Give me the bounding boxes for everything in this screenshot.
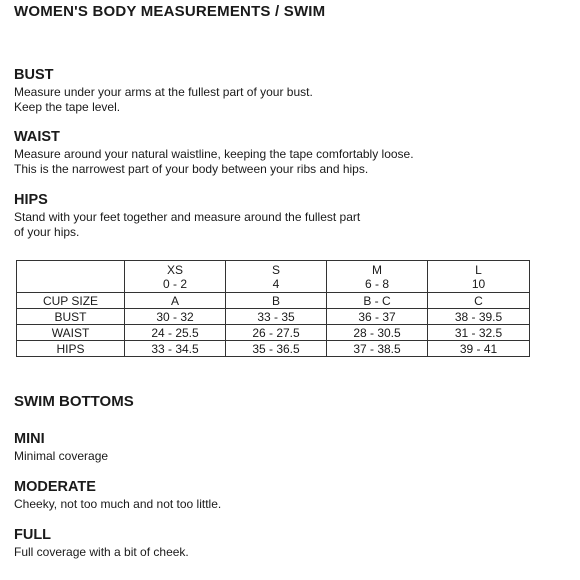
table-cell: A <box>125 293 226 309</box>
table-corner-cell <box>17 261 125 293</box>
style-mini <box>14 430 554 464</box>
section-heading-hips: HIPS <box>14 192 48 208</box>
page-title: WOMEN'S BODY MEASUREMENTS / SWIM <box>14 3 326 20</box>
size-label: M <box>372 262 382 277</box>
style-moderate <box>14 478 554 512</box>
table-row <box>17 341 530 357</box>
table-cell: 28 - 30.5 <box>327 325 428 341</box>
size-label: XS <box>166 262 183 277</box>
table-row <box>17 325 530 341</box>
table-cell: 37 - 38.5 <box>327 341 428 357</box>
section-text-hips: Stand with your feet together and measure around the fullest part of your hips. <box>14 210 361 239</box>
table-row <box>17 293 530 309</box>
row-label: CUP SIZE <box>17 293 125 309</box>
size-number: 0 - 2 <box>162 276 187 291</box>
size-label: L <box>475 262 482 277</box>
style-full <box>14 526 554 560</box>
section-text-waist: Measure around your natural waistline, keeping the tape comfortably loose. This is the narrowest part of your body between your ribs and hips. <box>14 147 414 176</box>
size-header-l <box>428 261 530 293</box>
table-cell: C <box>428 293 530 309</box>
section-text-bust: Measure under your arms at the fullest part of your bust. Keep the tape level. <box>14 85 313 114</box>
table-cell: B - C <box>327 293 428 309</box>
size-number: 4 <box>272 276 280 291</box>
table-cell: B <box>226 293 327 309</box>
section-heading-waist: WAIST <box>14 129 60 145</box>
table-cell: 33 - 34.5 <box>125 341 226 357</box>
table-cell: 24 - 25.5 <box>125 325 226 341</box>
size-header-xs <box>125 261 226 293</box>
style-text-mini: Minimal coverage <box>14 449 109 463</box>
section-heading-bust: BUST <box>14 67 54 83</box>
row-label: WAIST <box>17 325 125 341</box>
table-header-row <box>17 261 530 293</box>
table-cell: 35 - 36.5 <box>226 341 327 357</box>
section-bust <box>14 66 554 115</box>
table-cell: 36 - 37 <box>327 309 428 325</box>
style-heading-full: FULL <box>14 527 52 543</box>
size-number: 10 <box>471 276 486 291</box>
table-cell: 39 - 41 <box>428 341 530 357</box>
size-label: S <box>271 262 280 277</box>
style-text-full: Full coverage with a bit of cheek. <box>14 545 189 559</box>
table-cell: 30 - 32 <box>125 309 226 325</box>
row-label: HIPS <box>17 341 125 357</box>
section-hips <box>14 191 554 240</box>
table-cell: 38 - 39.5 <box>428 309 530 325</box>
section-waist <box>14 128 554 177</box>
size-number: 6 - 8 <box>364 276 389 291</box>
row-label: BUST <box>17 309 125 325</box>
table-row <box>17 309 530 325</box>
size-header-m <box>327 261 428 293</box>
swim-bottoms-title: SWIM BOTTOMS <box>14 393 134 410</box>
table-cell: 26 - 27.5 <box>226 325 327 341</box>
table-cell: 33 - 35 <box>226 309 327 325</box>
size-chart-table <box>16 260 530 357</box>
style-heading-mini: MINI <box>14 431 45 447</box>
style-text-moderate: Cheeky, not too much and not too little. <box>14 497 222 511</box>
table-cell: 31 - 32.5 <box>428 325 530 341</box>
size-header-s <box>226 261 327 293</box>
style-heading-moderate: MODERATE <box>14 479 96 495</box>
